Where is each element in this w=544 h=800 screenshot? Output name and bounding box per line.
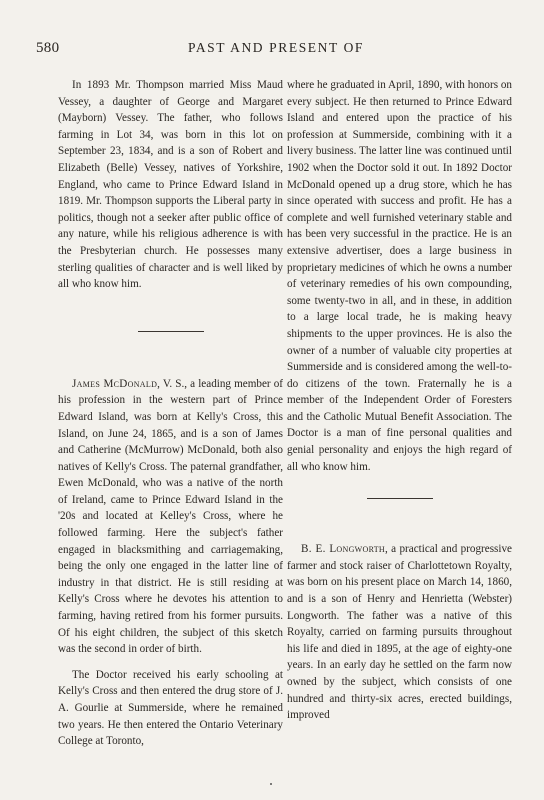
mcdonald-career-paragraph: where he graduated in April, 1890, with honors on every subject. He then returned to Prince Edward Island and entered upon the practice of his profession at Summerside, combining with it a livery business. The latter line was continued until 1902 when the Doctor sold it out. In 1892 Doctor McDonald opened up a drug store, which he has since operated with success and profit. He has a complete and well furnished veterinary stable and has been very successful in the practice. He is an extensive advertiser, does a large business in proprietary medicines of which he owns a number of veterinary remedies of his own compounding, some twenty-two in all, and in these, in addition to a large local trade, he is making heavy shipments to the upper provinces. He is also the owner of a number of valuable city properties at Summerside and is considered among the well-to-do citizens of the town. Fraternally he is a member of the Independent Order of Foresters and the Catholic Mutual Benefit Association. The Doctor is a man of fine personal qualities and genial personality and enjoys the high regard of all who know him. [287,79,512,473]
left-column [58,77,283,750]
subject-name: B. E. Longworth [301,543,386,556]
right-column [287,77,512,724]
mcdonald-schooling-paragraph: The Doctor received his early schooling at Kelly's Cross and then entered the drug store of J. A. Gourlie at Summerside, where he remained two years. He then entered the Ontario Veterinary College at Toronto, [58,668,283,748]
longworth-bio-paragraph [287,541,512,724]
thompson-marriage-paragraph: In 1893 Mr. Thompson married Miss Maud Vessey, a daughter of George and Margaret (Mayborn) Vessey. The father, who follows farming in Lot 34, was born in this lot on September 23, 1834, and is a son of Robert and Elizabeth (Belle) Vessey, natives of Yorkshire, England, who came to Prince Edward Island in 1819. Mr. Thompson supports the Liberal party in politics, though not a seeker after public office of any nature, while his religious adherence is with the Presbyterian church. He possesses many sterling qualities of character and is well liked by all who know him. [58,79,283,291]
mcdonald-bio-paragraph [58,376,283,658]
subject-name: James McDonald [72,377,158,390]
page-number: 580 [36,40,60,56]
mcdonald-bio-text: , V. S., a leading member of his profession in the western part of Prince Edward Island, was born at Kelly's Cross, this Island, on June 24, 1865, and is a son of James and Catherine (McMurrow) McDonald, both also natives of Kelly's Cross. The paternal grandfather, Ewen McDonald, who was a native of the north of Ireland, came to Prince Edward Island in the '20s and located at Kelley's Cross, where he followed farming. Here the subject's father engaged in blacksmithing and carriagemaking, being the only one engaged in the latter line of industry in that district. He is still residing at Kelly's Cross where he devotes his attention to farming, having retired from his former pursuits. Of his eight children, the subject of this sketch was the second in order of birth. [58,377,283,656]
running-title: PAST AND PRESENT OF [187,40,365,55]
print-speck [270,783,272,785]
page-header [36,40,516,62]
longworth-bio-text: , a practical and progressive farmer and stock raiser of Charlottetown Royalty, was born on his present place on March 14, 1860, and is a son of Henry and Henrietta (Webster) Longworth. The father was a native of this Royalty, carried on farming pursuits throughout his life and died in 1895, at the age of eighty-one years. In an early day he settled on the farm now owned by the subject, which consists of one hundred and thirty-six acres, erected buildings, improved [287,543,512,722]
